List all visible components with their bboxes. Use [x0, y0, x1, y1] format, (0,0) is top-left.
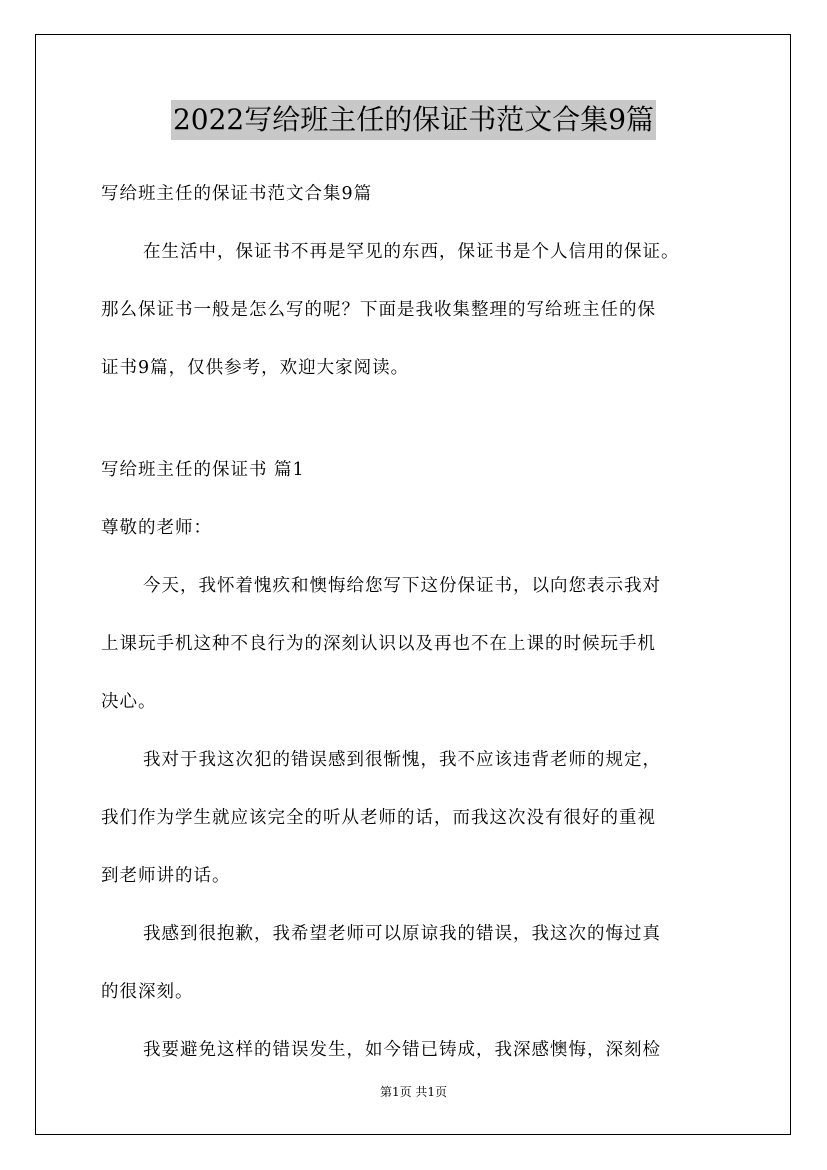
paragraph-line: 到老师讲的话。 [101, 866, 231, 886]
paragraph-line: 上课玩手机这种不良行为的深刻认识以及再也不在上课的时候玩手机 [101, 634, 656, 654]
section-heading: 写给班主任的保证书 篇1 [101, 460, 305, 480]
paragraph-line: 我们作为学生就应该完全的听从老师的话，而我这次没有很好的重视 [101, 808, 656, 828]
intro-paragraph-line: 证书9篇，仅供参考，欢迎大家阅读。 [101, 358, 410, 378]
subtitle-line: 写给班主任的保证书范文合集9篇 [101, 184, 373, 204]
paragraph-line: 我要避免这样的错误发生，如今错已铸成，我深感懊悔，深刻检 [143, 1040, 661, 1060]
document-body [101, 176, 731, 1090]
paragraph-line: 我对于我这次犯的错误感到很惭愧，我不应该违背老师的规定， [143, 750, 661, 770]
salutation: 尊敬的老师： [101, 518, 212, 538]
paragraph-line: 今天，我怀着愧疚和懊悔给您写下这份保证书，以向您表示我对 [143, 576, 661, 596]
paragraph-line: 我感到很抱歉，我希望老师可以原谅我的错误，我这次的悔过真 [143, 924, 661, 944]
paragraph-line: 的很深刻。 [101, 982, 194, 1002]
document-title: 2022写给班主任的保证书范文合集9篇 [171, 100, 656, 140]
paragraph-line: 决心。 [101, 692, 157, 712]
page-footer: 第1页 共1页 [379, 1085, 448, 1099]
intro-paragraph-line: 那么保证书一般是怎么写的呢？下面是我收集整理的写给班主任的保 [101, 300, 656, 320]
intro-paragraph-line: 在生活中，保证书不再是罕见的东西，保证书是个人信用的保证。 [143, 242, 680, 262]
title-container [0, 100, 827, 140]
